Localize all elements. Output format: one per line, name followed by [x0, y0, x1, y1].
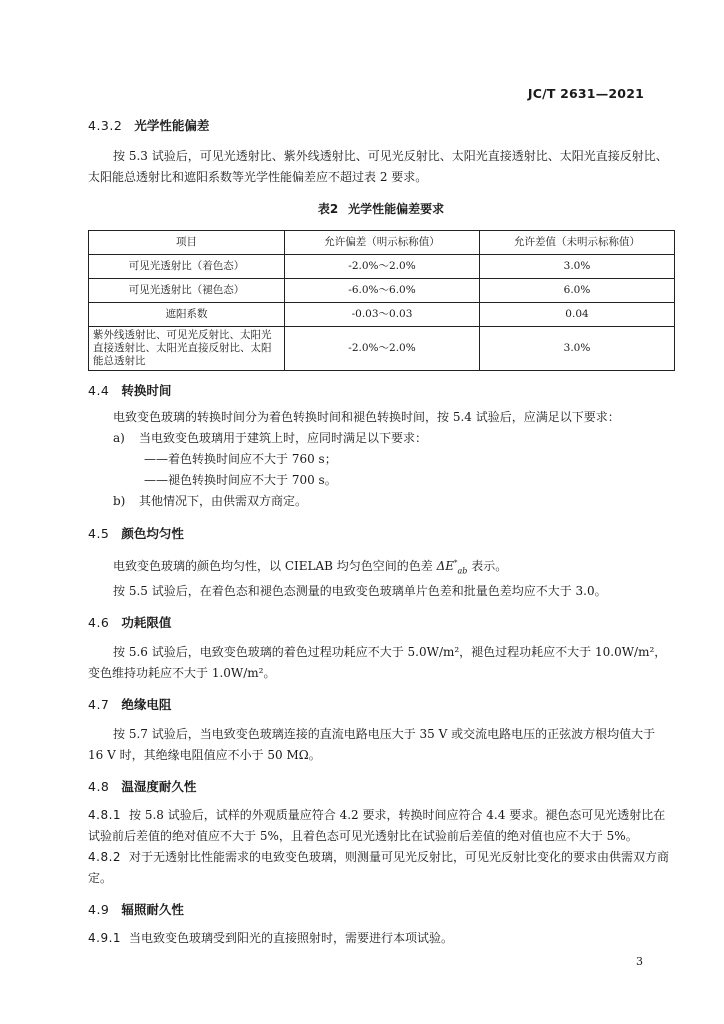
table-header-cell: 项目 — [89, 231, 285, 255]
numbered-paragraph-4-8-1 — [88, 805, 674, 847]
section-number: 4.5 — [88, 526, 110, 541]
subscript: ab — [457, 566, 468, 576]
table-cell: 6.0% — [480, 279, 675, 303]
text-run: 表示。 — [467, 559, 508, 573]
numbered-paragraph-4-8-2 — [88, 847, 674, 889]
section-number: 4.4 — [88, 383, 110, 398]
table-cell: 遮阳系数 — [89, 303, 285, 327]
section-title: 辐照耐久性 — [121, 902, 184, 918]
page-number: 3 — [636, 955, 643, 968]
section-title: 光学性能偏差 — [134, 118, 210, 133]
clause-text: 按 5.8 试验后，试样的外观质量应符合 4.2 要求，转换时间应符合 4.4 要求。褪色态可见光透射比在试验前后差值的绝对值应不大于 5%，且着色态可见光透射比在试验前后差值的绝对值也应不大于 5%。 — [88, 808, 666, 844]
table-row — [89, 327, 675, 371]
page-content — [88, 116, 674, 949]
section-number: 4.6 — [88, 615, 110, 631]
section-number: 4.7 — [88, 697, 110, 713]
section-heading-4-6 — [88, 613, 674, 631]
table-cell: -2.0%～2.0% — [285, 255, 480, 279]
table-header-cell: 允许差值（未明示标称值） — [480, 231, 675, 255]
section-title: 绝缘电阻 — [121, 697, 172, 713]
clause-text: 当电致变色玻璃受到阳光的直接照射时，需要进行本项试验。 — [129, 931, 454, 946]
paragraph: 按 5.5 试验后，在着色态和褪色态测量的电致变色玻璃单片色差和批量色差均应不大于 3.0。 — [113, 584, 607, 599]
clause-number: 4.9.1 — [88, 931, 122, 946]
dash-item: ——着色转换时间应不大于 760 s； — [144, 452, 337, 466]
list-item-text: 其他情况下，由供需双方商定。 — [139, 494, 308, 508]
table-cell: 3.0% — [480, 327, 675, 371]
table-cell: -6.0%～6.0% — [285, 279, 480, 303]
section-title: 温湿度耐久性 — [121, 779, 197, 795]
section-title: 功耗限值 — [121, 615, 172, 631]
clause-number: 4.8.1 — [88, 808, 122, 823]
table-header-row — [89, 231, 675, 255]
paragraph — [88, 553, 674, 581]
dash-item: ——褪色转换时间应不大于 700 s。 — [144, 473, 337, 487]
section-number: 4.9 — [88, 902, 110, 918]
table-row — [89, 279, 675, 303]
table-cell: -0.03～0.03 — [285, 303, 480, 327]
paragraph: 按 5.7 试验后，当电致变色玻璃连接的直流电路电压大于 35 V 或交流电路电压的正弦波方根均值大于 16 V 时，其绝缘电阻值应不小于 50 MΩ。 — [88, 727, 656, 763]
numbered-paragraph-4-9-1 — [88, 928, 674, 949]
table-number: 表2 — [317, 202, 339, 216]
superscript: * — [454, 559, 458, 567]
text-run: 电致变色玻璃的颜色均匀性，以 CIELAB 均匀色空间的色差 — [113, 559, 437, 573]
list-item-b — [88, 491, 674, 512]
standard-id-header: JC/T 2631—2021 — [527, 86, 644, 101]
section-heading-4-5 — [88, 524, 674, 542]
table-cell: 3.0% — [480, 255, 675, 279]
table-row — [89, 255, 675, 279]
section-heading-4-3-2 — [88, 116, 674, 134]
section-heading-4-8 — [88, 777, 674, 795]
table-header-cell: 允许偏差（明示标称值） — [285, 231, 480, 255]
table-cell: 可见光透射比（着色态） — [89, 255, 285, 279]
optical-deviation-table — [88, 230, 675, 371]
section-title: 转换时间 — [121, 383, 172, 398]
table-cell: 可见光透射比（褪色态） — [89, 279, 285, 303]
section-heading-4-7 — [88, 695, 674, 713]
paragraph: 电致变色玻璃的转换时间分为着色转换时间和褪色转换时间，按 5.4 试验后，应满足以下要求： — [113, 410, 620, 424]
section-number: 4.3.2 — [88, 118, 123, 133]
list-marker: b) — [113, 494, 126, 508]
section-number: 4.8 — [88, 779, 110, 795]
list-marker: a) — [113, 431, 125, 445]
clause-text: 对于无透射比性能需求的电致变色玻璃，则测量可见光反射比，可见光反射比变化的要求由供需双方商定。 — [88, 850, 670, 886]
clause-number: 4.8.2 — [88, 850, 122, 865]
section-title: 颜色均匀性 — [121, 526, 184, 541]
section-heading-4-4 — [88, 381, 674, 399]
list-item-text: 当电致变色玻璃用于建筑上时，应同时满足以下要求： — [139, 431, 428, 445]
table-title: 光学性能偏差要求 — [348, 202, 445, 216]
color-difference-symbol: ΔE — [436, 559, 455, 573]
table-caption — [88, 200, 674, 217]
section-heading-4-9 — [88, 900, 674, 918]
paragraph: 按 5.3 试验后，可见光透射比、紫外线透射比、可见光反射比、太阳光直接透射比、太阳光直接反射比、太阳能总透射比和遮阳系数等光学性能偏差应不超过表 2 要求。 — [88, 149, 668, 184]
paragraph: 按 5.6 试验后，电致变色玻璃的着色过程功耗应不大于 5.0W/m²，褪色过程功耗应不大于 10.0W/m²，变色维持功耗应不大于 1.0W/m²。 — [88, 645, 667, 681]
table-cell: 0.04 — [480, 303, 675, 327]
table-row — [89, 303, 675, 327]
table-cell: 紫外线透射比、可见光反射比、太阳光直接透射比、太阳光直接反射比、太阳能总透射比 — [89, 327, 285, 371]
list-item-a — [88, 428, 674, 449]
table-cell: -2.0%～2.0% — [285, 327, 480, 371]
